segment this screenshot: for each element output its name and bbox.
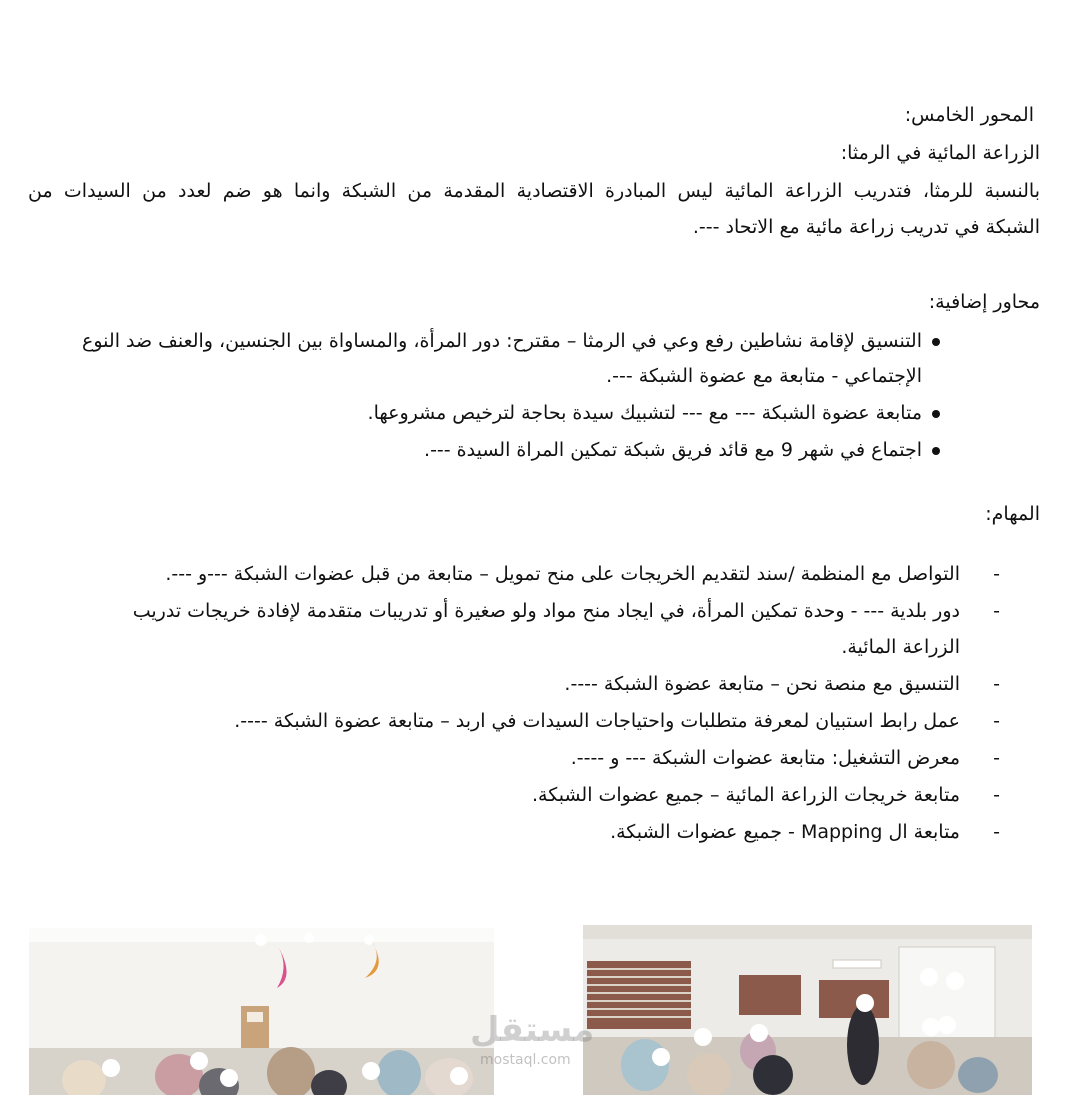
training-photo-right <box>583 925 1032 1095</box>
dash-icon: - <box>993 821 1000 843</box>
list-item <box>48 777 1000 813</box>
list-item-text: عمل رابط استبيان لمعرفة متطلبات واحتياجات السيدات في اربد – متابعة عضوة الشبكة ----. <box>234 710 960 732</box>
list-item-text: التنسيق لإقامة نشاطين رفع وعي في الرمثا – مقترح: دور المرأة، والمساواة بين الجنسين، والعنف ضد النوع <box>82 330 922 352</box>
bullet-icon <box>932 338 940 346</box>
list-item-text: التنسيق مع منصة نحن – متابعة عضوة الشبكة ----. <box>564 673 960 695</box>
bullet-icon <box>932 447 940 455</box>
list-item-text: معرض التشغيل: متابعة عضوات الشبكة --- و ----. <box>570 747 960 769</box>
photo-right-illustration <box>583 925 1032 1095</box>
tasks-heading: المهام: <box>985 503 1040 525</box>
list-item <box>48 703 1000 739</box>
dash-icon: - <box>993 600 1000 622</box>
bullet-icon <box>932 410 940 418</box>
list-item-text: اجتماع في شهر 9 مع قائد فريق شبكة تمكين المراة السيدة ---. <box>424 439 922 461</box>
extra-topics-list <box>28 324 1040 470</box>
dash-icon: - <box>993 710 1000 732</box>
extra-topics-heading: محاور إضافية: <box>928 291 1040 313</box>
watermark-logo: مستقل <box>470 1010 595 1050</box>
tasks-list <box>48 556 1000 851</box>
list-item <box>48 666 1000 702</box>
dash-icon: - <box>993 747 1000 769</box>
training-photo-left <box>29 928 494 1095</box>
list-item-text: الإجتماعي - متابعة مع عضوة الشبكة ---. <box>606 365 922 387</box>
paragraph-line: الشبكة في تدريب زراعة مائية مع الاتحاد ---. <box>692 216 1040 238</box>
intro-paragraph <box>28 173 1040 245</box>
dash-icon: - <box>993 673 1000 695</box>
section-heading: المحور الخامس: <box>904 104 1034 126</box>
list-item <box>48 740 1000 776</box>
photo-left-illustration <box>29 928 494 1095</box>
list-item-text: متابعة عضوة الشبكة --- مع --- لتشبيك سيدة بحاجة لترخيص مشروعها. <box>367 402 922 424</box>
dash-icon: - <box>993 784 1000 806</box>
subheading: الزراعة المائية في الرمثا: <box>840 142 1040 164</box>
list-item <box>28 324 1040 394</box>
list-item-text: التواصل مع المنظمة /سند لتقديم الخريجات على منح تمويل – متابعة من قبل عضوات الشبكة ---و ---. <box>165 563 960 585</box>
list-item <box>48 556 1000 592</box>
list-item-text: متابعة خريجات الزراعة المائية – جميع عضوات الشبكة. <box>532 784 960 806</box>
list-item-text: دور بلدية --- - وحدة تمكين المرأة، في ايجاد منح مواد ولو صغيرة أو تدريبات متقدمة لإفادة خريجات تدريب <box>132 600 960 622</box>
list-item <box>28 396 1040 431</box>
list-item <box>48 814 1000 850</box>
list-item-text: الزراعة المائية. <box>841 636 960 658</box>
list-item <box>28 433 1040 468</box>
paragraph-line: بالنسبة للرمثا، فتدريب الزراعة المائية ليس المبادرة الاقتصادية المقدمة من الشبكة وانما هو ضم لعدد من السيدات من <box>28 180 1040 202</box>
watermark-url: mostaql.com <box>480 1052 571 1068</box>
list-item-text: متابعة ال Mapping - جميع عضوات الشبكة. <box>610 821 960 843</box>
list-item <box>48 593 1000 665</box>
dash-icon: - <box>993 563 1000 585</box>
